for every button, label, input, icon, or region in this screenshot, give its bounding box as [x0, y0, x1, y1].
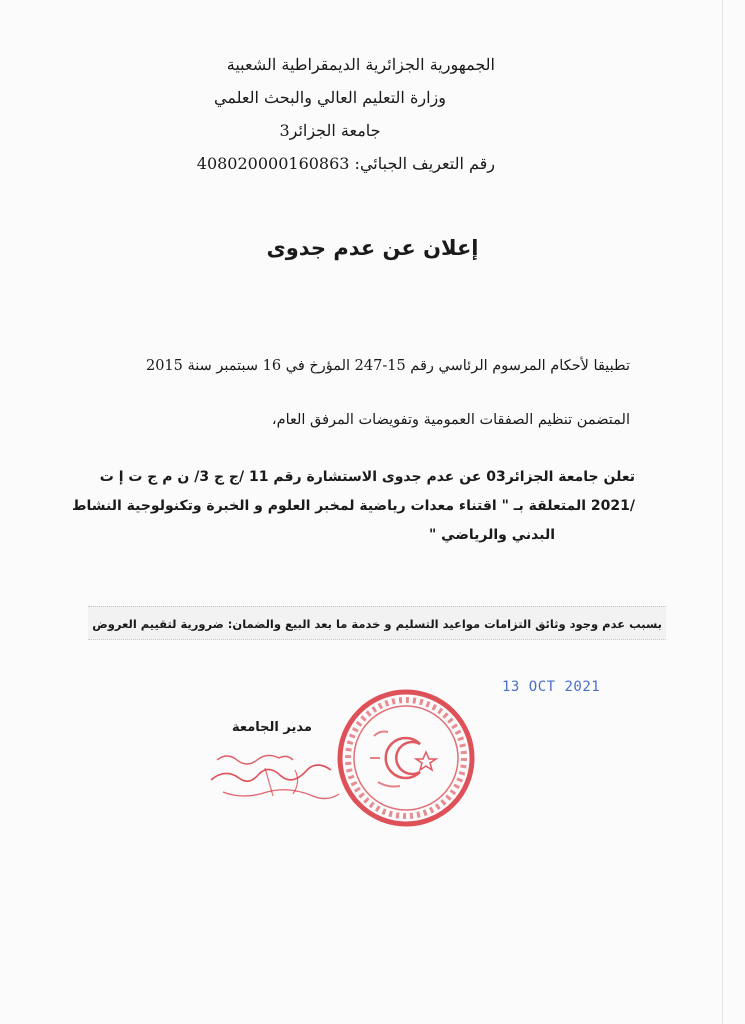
signer-title: مدير الجامعة: [232, 720, 312, 735]
tax-id: رقم التعريف الجبائي: 408020000160863: [196, 154, 495, 173]
republic-name: الجمهورية الجزائرية الديمقراطية الشعبية: [226, 55, 495, 74]
announcement-line-3: البدني والرياضي ": [429, 527, 555, 543]
announcement-line-2: /2021 المتعلقة بـ " اقتناء معدات رياضية لمخبر العلوم و الخبرة وتكنولوجية النشاط: [71, 498, 635, 514]
legal-basis-line-2: المتضمن تنظيم الصفقات العمومية وتفويضات المرفق العام،: [271, 412, 630, 428]
ministry-name: وزارة التعليم العالي والبحث العلمي: [214, 88, 446, 107]
university-name: جامعة الجزائر3: [279, 121, 381, 140]
reason-text: بسبب عدم وجود وثائق التزامات مواعيد التسليم و خدمة ما بعد البيع والضمان: ضرورية لتقييم العروض: [88, 606, 666, 640]
announcement-line-1: تعلن جامعة الجزائر03 عن عدم جدوى الاستشارة رقم 11 /ج ج 3/ ن م ج ت إ ت: [99, 469, 635, 485]
legal-basis-line-1: تطبيقا لأحكام المرسوم الرئاسي رقم 15-247 المؤرخ في 16 سبتمبر سنة 2015: [145, 358, 630, 374]
official-seal-icon: [334, 686, 478, 830]
scan-edge-line: [722, 0, 723, 1024]
document-title: إعلان عن عدم جدوى: [266, 236, 479, 260]
letterhead: [165, 48, 495, 180]
announcement-text: [55, 463, 635, 550]
signature-icon: [205, 740, 345, 810]
date-stamp: 13 OCT 2021: [502, 679, 601, 695]
